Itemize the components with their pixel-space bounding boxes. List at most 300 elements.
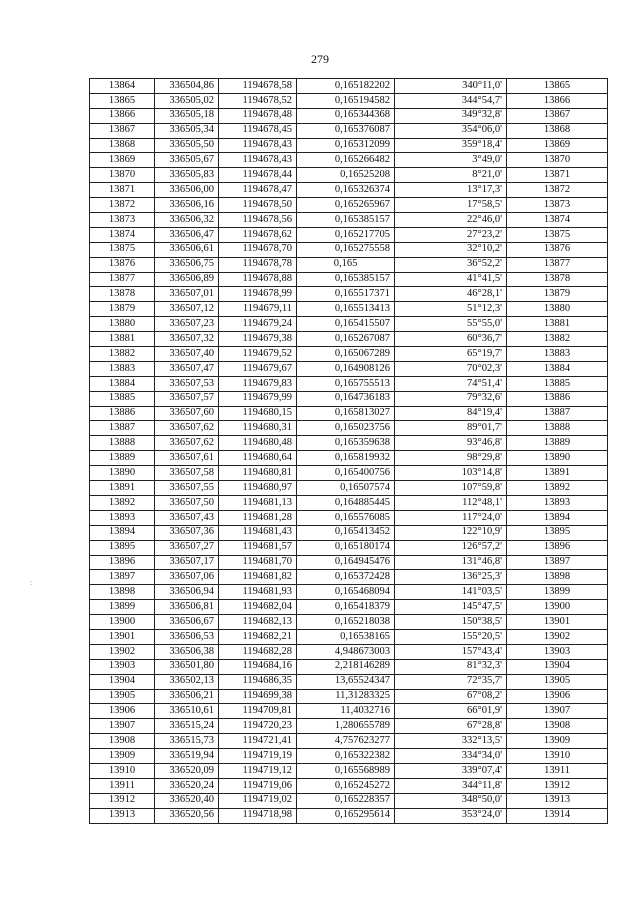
- point-number-cell: 13871: [90, 183, 155, 198]
- x-coordinate-cell: 336505,50: [155, 138, 219, 153]
- y-coordinate-cell: 1194682,13: [219, 615, 297, 630]
- x-coordinate-cell: 336520,40: [155, 793, 219, 808]
- distance-cell: 0,165513413: [297, 302, 395, 317]
- distance-cell: 0,165: [297, 257, 395, 272]
- bearing-cell: 107°59,8': [395, 481, 507, 496]
- y-coordinate-cell: 1194679,99: [219, 391, 297, 406]
- bearing-cell: 66°01,9': [395, 704, 507, 719]
- table-row: [90, 466, 608, 481]
- y-coordinate-cell: 1194681,13: [219, 495, 297, 510]
- point-number-cell: 13886: [90, 406, 155, 421]
- table-row: [90, 481, 608, 496]
- x-coordinate-cell: 336506,81: [155, 600, 219, 615]
- bearing-cell: 3°49,0': [395, 153, 507, 168]
- table-row: [90, 138, 608, 153]
- distance-cell: 2,218146289: [297, 659, 395, 674]
- x-coordinate-cell: 336507,62: [155, 436, 219, 451]
- y-coordinate-cell: 1194678,43: [219, 153, 297, 168]
- y-coordinate-cell: 1194680,31: [219, 421, 297, 436]
- table-row: [90, 317, 608, 332]
- bearing-cell: 65°19,7': [395, 347, 507, 362]
- bearing-cell: 348°50,0': [395, 793, 507, 808]
- distance-cell: 0,165400756: [297, 466, 395, 481]
- table-row: [90, 421, 608, 436]
- next-point-cell: 13875: [507, 227, 608, 242]
- table-row: [90, 734, 608, 749]
- point-number-cell: 13874: [90, 227, 155, 242]
- bearing-cell: 340°11,0': [395, 79, 507, 94]
- table-row: [90, 749, 608, 764]
- point-number-cell: 13910: [90, 763, 155, 778]
- table-row: [90, 659, 608, 674]
- distance-cell: 0,16507574: [297, 481, 395, 496]
- distance-cell: 0,165228357: [297, 793, 395, 808]
- y-coordinate-cell: 1194720,23: [219, 719, 297, 734]
- point-number-cell: 13873: [90, 213, 155, 228]
- point-number-cell: 13908: [90, 734, 155, 749]
- table-row: [90, 213, 608, 228]
- distance-cell: 4,948673003: [297, 644, 395, 659]
- x-coordinate-cell: 336505,67: [155, 153, 219, 168]
- bearing-cell: 22°46,0': [395, 213, 507, 228]
- point-number-cell: 13877: [90, 272, 155, 287]
- next-point-cell: 13894: [507, 510, 608, 525]
- bearing-cell: 32°10,2': [395, 242, 507, 257]
- x-coordinate-cell: 336506,89: [155, 272, 219, 287]
- x-coordinate-cell: 336506,75: [155, 257, 219, 272]
- y-coordinate-cell: 1194679,52: [219, 347, 297, 362]
- distance-cell: 0,165372428: [297, 570, 395, 585]
- y-coordinate-cell: 1194721,41: [219, 734, 297, 749]
- bearing-cell: 122°10,9': [395, 525, 507, 540]
- x-coordinate-cell: 336506,16: [155, 198, 219, 213]
- distance-cell: 0,16538165: [297, 629, 395, 644]
- margin-mark: :: [30, 578, 33, 587]
- table-row: [90, 615, 608, 630]
- bearing-cell: 344°11,8': [395, 778, 507, 793]
- next-point-cell: 13878: [507, 272, 608, 287]
- x-coordinate-cell: 336507,57: [155, 391, 219, 406]
- point-number-cell: 13891: [90, 481, 155, 496]
- x-coordinate-cell: 336507,27: [155, 540, 219, 555]
- point-number-cell: 13905: [90, 689, 155, 704]
- distance-cell: 0,165182202: [297, 79, 395, 94]
- y-coordinate-cell: 1194679,83: [219, 376, 297, 391]
- x-coordinate-cell: 336506,21: [155, 689, 219, 704]
- next-point-cell: 13886: [507, 391, 608, 406]
- next-point-cell: 13869: [507, 138, 608, 153]
- distance-cell: 0,165468094: [297, 585, 395, 600]
- y-coordinate-cell: 1194719,06: [219, 778, 297, 793]
- table-row: [90, 272, 608, 287]
- y-coordinate-cell: 1194719,19: [219, 749, 297, 764]
- next-point-cell: 13887: [507, 406, 608, 421]
- point-number-cell: 13902: [90, 644, 155, 659]
- x-coordinate-cell: 336507,32: [155, 332, 219, 347]
- distance-cell: 0,165568989: [297, 763, 395, 778]
- y-coordinate-cell: 1194682,04: [219, 600, 297, 615]
- table-row: [90, 436, 608, 451]
- y-coordinate-cell: 1194678,43: [219, 138, 297, 153]
- y-coordinate-cell: 1194678,45: [219, 123, 297, 138]
- distance-cell: 0,165415507: [297, 317, 395, 332]
- distance-cell: 0,165023756: [297, 421, 395, 436]
- table-row: [90, 689, 608, 704]
- x-coordinate-cell: 336505,34: [155, 123, 219, 138]
- bearing-cell: 60°36,7': [395, 332, 507, 347]
- point-number-cell: 13906: [90, 704, 155, 719]
- y-coordinate-cell: 1194681,70: [219, 555, 297, 570]
- table-row: [90, 153, 608, 168]
- next-point-cell: 13881: [507, 317, 608, 332]
- distance-cell: 0,165517371: [297, 287, 395, 302]
- next-point-cell: 13885: [507, 376, 608, 391]
- bearing-cell: 157°43,4': [395, 644, 507, 659]
- bearing-cell: 27°23,2': [395, 227, 507, 242]
- bearing-cell: 353°24,0': [395, 808, 507, 823]
- point-number-cell: 13879: [90, 302, 155, 317]
- distance-cell: 0,165218038: [297, 615, 395, 630]
- point-number-cell: 13896: [90, 555, 155, 570]
- table-row: [90, 302, 608, 317]
- coordinate-table: [89, 78, 608, 824]
- point-number-cell: 13875: [90, 242, 155, 257]
- x-coordinate-cell: 336520,24: [155, 778, 219, 793]
- y-coordinate-cell: 1194680,81: [219, 466, 297, 481]
- next-point-cell: 13897: [507, 555, 608, 570]
- x-coordinate-cell: 336507,62: [155, 421, 219, 436]
- bearing-cell: 150°38,5': [395, 615, 507, 630]
- y-coordinate-cell: 1194684,16: [219, 659, 297, 674]
- bearing-cell: 51°12,3': [395, 302, 507, 317]
- point-number-cell: 13882: [90, 347, 155, 362]
- next-point-cell: 13899: [507, 585, 608, 600]
- point-number-cell: 13865: [90, 93, 155, 108]
- x-coordinate-cell: 336505,02: [155, 93, 219, 108]
- next-point-cell: 13892: [507, 481, 608, 496]
- y-coordinate-cell: 1194678,78: [219, 257, 297, 272]
- distance-cell: 13,65524347: [297, 674, 395, 689]
- next-point-cell: 13866: [507, 93, 608, 108]
- y-coordinate-cell: 1194679,38: [219, 332, 297, 347]
- y-coordinate-cell: 1194680,97: [219, 481, 297, 496]
- bearing-cell: 155°20,5': [395, 629, 507, 644]
- distance-cell: 4,757623277: [297, 734, 395, 749]
- next-point-cell: 13882: [507, 332, 608, 347]
- point-number-cell: 13883: [90, 361, 155, 376]
- next-point-cell: 13910: [507, 749, 608, 764]
- distance-cell: 0,165376087: [297, 123, 395, 138]
- y-coordinate-cell: 1194681,28: [219, 510, 297, 525]
- distance-cell: 11,31283325: [297, 689, 395, 704]
- bearing-cell: 339°07,4': [395, 763, 507, 778]
- bearing-cell: 98°29,8': [395, 451, 507, 466]
- next-point-cell: 13871: [507, 168, 608, 183]
- x-coordinate-cell: 336506,32: [155, 213, 219, 228]
- y-coordinate-cell: 1194719,02: [219, 793, 297, 808]
- next-point-cell: 13865: [507, 79, 608, 94]
- point-number-cell: 13866: [90, 108, 155, 123]
- x-coordinate-cell: 336506,47: [155, 227, 219, 242]
- y-coordinate-cell: 1194719,12: [219, 763, 297, 778]
- table-row: [90, 585, 608, 600]
- table-row: [90, 510, 608, 525]
- y-coordinate-cell: 1194699,38: [219, 689, 297, 704]
- x-coordinate-cell: 336507,61: [155, 451, 219, 466]
- table-row: [90, 361, 608, 376]
- bearing-cell: 344°54,7': [395, 93, 507, 108]
- y-coordinate-cell: 1194682,21: [219, 629, 297, 644]
- next-point-cell: 13905: [507, 674, 608, 689]
- bearing-cell: 36°52,2': [395, 257, 507, 272]
- y-coordinate-cell: 1194678,56: [219, 213, 297, 228]
- table-row: [90, 198, 608, 213]
- y-coordinate-cell: 1194678,47: [219, 183, 297, 198]
- next-point-cell: 13901: [507, 615, 608, 630]
- x-coordinate-cell: 336507,12: [155, 302, 219, 317]
- page-number: 279: [311, 52, 329, 66]
- x-coordinate-cell: 336506,94: [155, 585, 219, 600]
- table-row: [90, 332, 608, 347]
- x-coordinate-cell: 336507,50: [155, 495, 219, 510]
- bearing-cell: 17°58,5': [395, 198, 507, 213]
- bearing-cell: 81°32,3': [395, 659, 507, 674]
- table-row: [90, 227, 608, 242]
- point-number-cell: 13893: [90, 510, 155, 525]
- x-coordinate-cell: 336520,09: [155, 763, 219, 778]
- distance-cell: 0,165755513: [297, 376, 395, 391]
- y-coordinate-cell: 1194680,48: [219, 436, 297, 451]
- point-number-cell: 13909: [90, 749, 155, 764]
- table-row: [90, 778, 608, 793]
- y-coordinate-cell: 1194678,70: [219, 242, 297, 257]
- table-row: [90, 93, 608, 108]
- point-number-cell: 13864: [90, 79, 155, 94]
- point-number-cell: 13899: [90, 600, 155, 615]
- table-row: [90, 376, 608, 391]
- point-number-cell: 13904: [90, 674, 155, 689]
- bearing-cell: 41°41,5': [395, 272, 507, 287]
- next-point-cell: 13904: [507, 659, 608, 674]
- distance-cell: 0,165385157: [297, 272, 395, 287]
- table-row: [90, 287, 608, 302]
- x-coordinate-cell: 336507,55: [155, 481, 219, 496]
- x-coordinate-cell: 336515,73: [155, 734, 219, 749]
- point-number-cell: 13890: [90, 466, 155, 481]
- point-number-cell: 13876: [90, 257, 155, 272]
- distance-cell: 0,165326374: [297, 183, 395, 198]
- next-point-cell: 13893: [507, 495, 608, 510]
- x-coordinate-cell: 336505,18: [155, 108, 219, 123]
- x-coordinate-cell: 336507,43: [155, 510, 219, 525]
- distance-cell: 0,164736183: [297, 391, 395, 406]
- point-number-cell: 13881: [90, 332, 155, 347]
- distance-cell: 0,165245272: [297, 778, 395, 793]
- distance-cell: 0,165576085: [297, 510, 395, 525]
- point-number-cell: 13868: [90, 138, 155, 153]
- distance-cell: 0,164885445: [297, 495, 395, 510]
- y-coordinate-cell: 1194678,50: [219, 198, 297, 213]
- y-coordinate-cell: 1194679,11: [219, 302, 297, 317]
- x-coordinate-cell: 336515,24: [155, 719, 219, 734]
- next-point-cell: 13867: [507, 108, 608, 123]
- next-point-cell: 13896: [507, 540, 608, 555]
- distance-cell: 0,164945476: [297, 555, 395, 570]
- x-coordinate-cell: 336507,60: [155, 406, 219, 421]
- y-coordinate-cell: 1194678,62: [219, 227, 297, 242]
- x-coordinate-cell: 336506,61: [155, 242, 219, 257]
- distance-cell: 0,165359638: [297, 436, 395, 451]
- x-coordinate-cell: 336505,83: [155, 168, 219, 183]
- x-coordinate-cell: 336506,67: [155, 615, 219, 630]
- table-row: [90, 719, 608, 734]
- y-coordinate-cell: 1194679,67: [219, 361, 297, 376]
- bearing-cell: 349°32,8': [395, 108, 507, 123]
- table-row: [90, 123, 608, 138]
- distance-cell: 0,164908126: [297, 361, 395, 376]
- distance-cell: 0,165266482: [297, 153, 395, 168]
- next-point-cell: 13872: [507, 183, 608, 198]
- next-point-cell: 13898: [507, 570, 608, 585]
- table-row: [90, 108, 608, 123]
- bearing-cell: 70°02,3': [395, 361, 507, 376]
- bearing-cell: 112°48,1': [395, 495, 507, 510]
- point-number-cell: 13903: [90, 659, 155, 674]
- distance-cell: 1,280655789: [297, 719, 395, 734]
- point-number-cell: 13870: [90, 168, 155, 183]
- next-point-cell: 13895: [507, 525, 608, 540]
- x-coordinate-cell: 336501,80: [155, 659, 219, 674]
- x-coordinate-cell: 336507,47: [155, 361, 219, 376]
- point-number-cell: 13898: [90, 585, 155, 600]
- bearing-cell: 93°46,8': [395, 436, 507, 451]
- bearing-cell: 126°57,2': [395, 540, 507, 555]
- y-coordinate-cell: 1194681,82: [219, 570, 297, 585]
- next-point-cell: 13914: [507, 808, 608, 823]
- point-number-cell: 13900: [90, 615, 155, 630]
- y-coordinate-cell: 1194686,35: [219, 674, 297, 689]
- next-point-cell: 13884: [507, 361, 608, 376]
- bearing-cell: 117°24,0': [395, 510, 507, 525]
- distance-cell: 11,4032716: [297, 704, 395, 719]
- bearing-cell: 332°13,5': [395, 734, 507, 749]
- next-point-cell: 13902: [507, 629, 608, 644]
- point-number-cell: 13869: [90, 153, 155, 168]
- next-point-cell: 13907: [507, 704, 608, 719]
- table-body: [90, 79, 608, 824]
- next-point-cell: 13888: [507, 421, 608, 436]
- bearing-cell: 67°08,2': [395, 689, 507, 704]
- y-coordinate-cell: 1194681,93: [219, 585, 297, 600]
- point-number-cell: 13888: [90, 436, 155, 451]
- bearing-cell: 8°21,0': [395, 168, 507, 183]
- table-row: [90, 168, 608, 183]
- distance-cell: 0,165418379: [297, 600, 395, 615]
- y-coordinate-cell: 1194678,44: [219, 168, 297, 183]
- point-number-cell: 13911: [90, 778, 155, 793]
- table-row: [90, 793, 608, 808]
- point-number-cell: 13895: [90, 540, 155, 555]
- bearing-cell: 103°14,8': [395, 466, 507, 481]
- next-point-cell: 13900: [507, 600, 608, 615]
- table-row: [90, 555, 608, 570]
- next-point-cell: 13874: [507, 213, 608, 228]
- table-row: [90, 406, 608, 421]
- distance-cell: 0,165217705: [297, 227, 395, 242]
- distance-cell: 0,165180174: [297, 540, 395, 555]
- bearing-cell: 141°03,5': [395, 585, 507, 600]
- next-point-cell: 13891: [507, 466, 608, 481]
- bearing-cell: 46°28,1': [395, 287, 507, 302]
- point-number-cell: 13892: [90, 495, 155, 510]
- bearing-cell: 55°55,0': [395, 317, 507, 332]
- table-row: [90, 242, 608, 257]
- next-point-cell: 13890: [507, 451, 608, 466]
- y-coordinate-cell: 1194680,64: [219, 451, 297, 466]
- bearing-cell: 334°34,0': [395, 749, 507, 764]
- y-coordinate-cell: 1194678,58: [219, 79, 297, 94]
- bearing-cell: 84°19,4': [395, 406, 507, 421]
- point-number-cell: 13884: [90, 376, 155, 391]
- bearing-cell: 136°25,3': [395, 570, 507, 585]
- table-row: [90, 495, 608, 510]
- next-point-cell: 13868: [507, 123, 608, 138]
- table-row: [90, 525, 608, 540]
- distance-cell: 0,16525208: [297, 168, 395, 183]
- table-row: [90, 600, 608, 615]
- bearing-cell: 131°46,8': [395, 555, 507, 570]
- x-coordinate-cell: 336519,94: [155, 749, 219, 764]
- table-row: [90, 540, 608, 555]
- point-number-cell: 13872: [90, 198, 155, 213]
- next-point-cell: 13883: [507, 347, 608, 362]
- next-point-cell: 13870: [507, 153, 608, 168]
- distance-cell: 0,165413452: [297, 525, 395, 540]
- next-point-cell: 13876: [507, 242, 608, 257]
- distance-cell: 0,165385157: [297, 213, 395, 228]
- distance-cell: 0,165322382: [297, 749, 395, 764]
- bearing-cell: 13°17,3': [395, 183, 507, 198]
- next-point-cell: 13906: [507, 689, 608, 704]
- next-point-cell: 13909: [507, 734, 608, 749]
- distance-cell: 0,165194582: [297, 93, 395, 108]
- x-coordinate-cell: 336507,06: [155, 570, 219, 585]
- x-coordinate-cell: 336506,53: [155, 629, 219, 644]
- table-row: [90, 451, 608, 466]
- distance-cell: 0,165267087: [297, 332, 395, 347]
- point-number-cell: 13887: [90, 421, 155, 436]
- x-coordinate-cell: 336510,61: [155, 704, 219, 719]
- distance-cell: 0,165067289: [297, 347, 395, 362]
- bearing-cell: 67°28,8': [395, 719, 507, 734]
- x-coordinate-cell: 336507,17: [155, 555, 219, 570]
- table-row: [90, 257, 608, 272]
- y-coordinate-cell: 1194678,99: [219, 287, 297, 302]
- x-coordinate-cell: 336504,86: [155, 79, 219, 94]
- next-point-cell: 13889: [507, 436, 608, 451]
- x-coordinate-cell: 336507,40: [155, 347, 219, 362]
- point-number-cell: 13894: [90, 525, 155, 540]
- table-row: [90, 570, 608, 585]
- x-coordinate-cell: 336507,53: [155, 376, 219, 391]
- y-coordinate-cell: 1194678,52: [219, 93, 297, 108]
- point-number-cell: 13878: [90, 287, 155, 302]
- distance-cell: 0,165312099: [297, 138, 395, 153]
- x-coordinate-cell: 336507,58: [155, 466, 219, 481]
- table-row: [90, 79, 608, 94]
- table-row: [90, 808, 608, 823]
- next-point-cell: 13913: [507, 793, 608, 808]
